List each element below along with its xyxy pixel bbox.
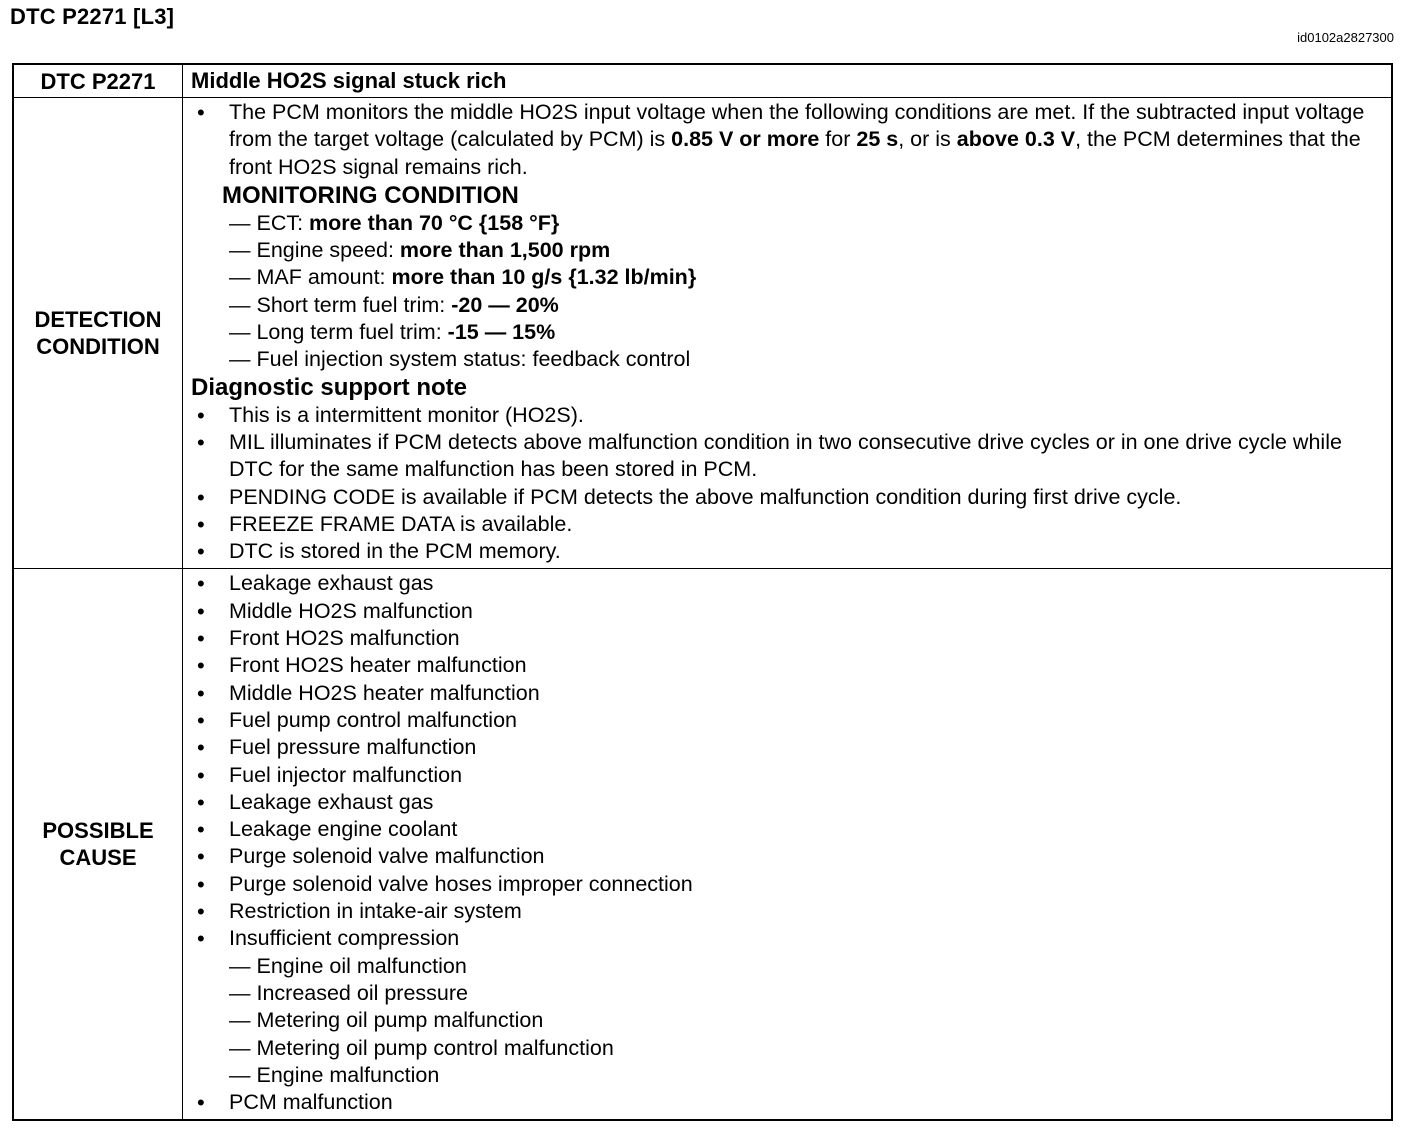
condition-maf-amount [229, 264, 1383, 291]
possible-cause-label [13, 569, 183, 1120]
list-item: • FREEZE FRAME DATA is available. [191, 511, 1383, 538]
condition-fuel-injection-status [229, 346, 1383, 373]
sub-list-item: — Engine malfunction [229, 1062, 440, 1087]
intro-text-2: for [819, 127, 857, 152]
condition-label: — Fuel injection system status: feedback control [229, 347, 691, 372]
list-item: • Leakage engine coolant [191, 816, 1383, 843]
possible-cause-list [191, 570, 1383, 952]
list-item: • DTC is stored in the PCM memory. [191, 538, 1383, 565]
intro-text-3: , or is [898, 127, 957, 152]
condition-label: — Short term fuel trim: [229, 292, 452, 317]
compression-sub-list [191, 953, 1383, 1089]
list-item: • Fuel pump control malfunction [191, 707, 1383, 734]
dtc-table [12, 63, 1393, 1121]
condition-value: more than 1,500 rpm [399, 238, 611, 263]
list-item: • Purge solenoid valve malfunction [191, 843, 1383, 870]
intro-voltage-above: above 0.3 V [956, 127, 1076, 152]
condition-value: -20 — 20% [451, 292, 559, 317]
monitoring-condition-list [191, 210, 1383, 374]
sub-list-item: — Metering oil pump malfunction [229, 1008, 544, 1033]
diagnostic-notes-list [191, 402, 1383, 566]
intro-text-1: The PCM monitors the middle HO2S input voltage when the following conditions are met. If the subtracted input voltage from the target voltage (calculated by PCM) is [229, 100, 1365, 152]
table-row-detection [13, 98, 1392, 569]
list-item: • This is a intermittent monitor (HO2S). [191, 402, 1383, 429]
list-item: • Fuel pressure malfunction [191, 734, 1383, 761]
list-item: • Leakage exhaust gas [191, 570, 1383, 597]
dtc-code-cell: DTC P2271 [13, 64, 183, 98]
document-title: DTC P2271 [L3] [10, 4, 175, 29]
cause-label-line1: POSSIBLE [42, 818, 154, 844]
condition-label: — MAF amount: [229, 265, 392, 290]
intro-voltage-threshold: 0.85 V or more [671, 127, 820, 152]
list-item: • Middle HO2S malfunction [191, 598, 1383, 625]
list-item: • Front HO2S heater malfunction [191, 652, 1383, 679]
table-row-possible-cause [13, 569, 1392, 1120]
list-item: • Middle HO2S heater malfunction [191, 680, 1383, 707]
list-item: • Fuel injector malfunction [191, 762, 1383, 789]
condition-long-term-fuel-trim [229, 319, 1383, 346]
detection-condition-content [183, 98, 1393, 569]
sub-list-item: — Metering oil pump control malfunction [229, 1035, 614, 1060]
list-item: • PENDING CODE is available if PCM detects the above malfunction condition during first drive cycle. [191, 484, 1383, 511]
cause-label-line2: CAUSE [59, 845, 137, 871]
detection-label-line2: CONDITION [36, 334, 160, 360]
list-item: • Leakage exhaust gas [191, 789, 1383, 816]
condition-short-term-fuel-trim [229, 292, 1383, 319]
monitoring-condition-heading: MONITORING CONDITION [222, 181, 519, 209]
condition-engine-speed [229, 237, 1383, 264]
sub-list-item: — Increased oil pressure [229, 980, 468, 1005]
intro-text-4: , the PCM determines that the front HO2S signal remains rich. [229, 127, 1361, 179]
condition-ect [229, 210, 1383, 237]
dtc-description-cell: Middle HO2S signal stuck rich [183, 64, 1393, 98]
table-row-header [13, 64, 1392, 98]
diagnostic-support-heading: Diagnostic support note [191, 373, 467, 401]
condition-label: — Long term fuel trim: [229, 320, 448, 345]
possible-cause-content [183, 569, 1393, 1120]
list-item: • Insufficient compression [191, 925, 1383, 952]
list-item: • MIL illuminates if PCM detects above malfunction condition in two consecutive drive cycles or in one drive cycle while DTC for the same malfunction has been stored in PCM. [191, 429, 1383, 484]
intro-duration: 25 s [856, 127, 899, 152]
document-id: id0102a2827300 [1297, 30, 1394, 45]
condition-value: more than 70 °C {158 °F} [309, 210, 560, 235]
detection-intro [191, 99, 1383, 181]
condition-value: more than 10 g/s {1.32 lb/min} [391, 265, 697, 290]
sub-list-item: — Engine oil malfunction [229, 953, 467, 978]
list-item: • Restriction in intake-air system [191, 898, 1383, 925]
detection-condition-label [13, 98, 183, 569]
list-item: • PCM malfunction [191, 1089, 1383, 1116]
list-item: • Front HO2S malfunction [191, 625, 1383, 652]
detection-label-line1: DETECTION [34, 307, 162, 333]
condition-label: — ECT: [229, 210, 310, 235]
condition-label: — Engine speed: [229, 238, 400, 263]
list-item: • Purge solenoid valve hoses improper connection [191, 871, 1383, 898]
condition-value: -15 — 15% [447, 320, 556, 345]
